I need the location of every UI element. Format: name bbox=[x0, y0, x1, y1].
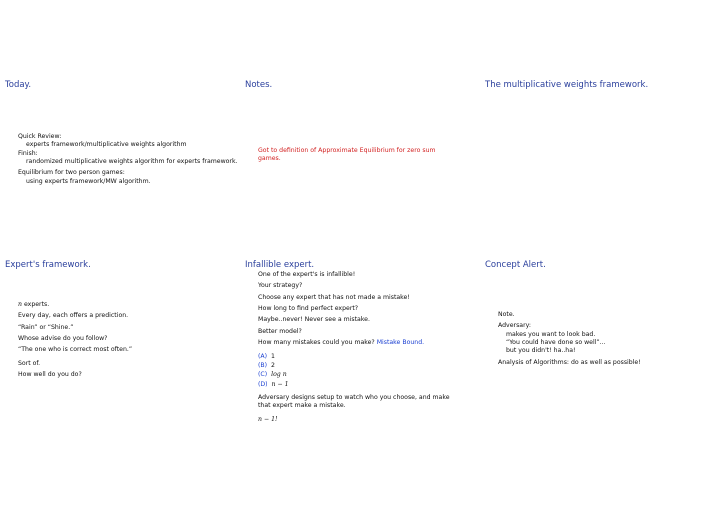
text-line: How long to find perfect expert? bbox=[258, 305, 359, 313]
text-line: but you didn't! ha..ha! bbox=[506, 347, 576, 355]
slide-body bbox=[498, 311, 720, 367]
slide-body bbox=[258, 147, 481, 164]
slide-title: Today. bbox=[5, 80, 32, 90]
slide-body bbox=[18, 301, 241, 380]
text-line: Whose advise do you follow? bbox=[18, 335, 108, 343]
text-line: How well do you do? bbox=[18, 371, 82, 379]
text-line: How many mistakes could you make? Mistake Bound. bbox=[258, 339, 425, 347]
text-line: Sort of. bbox=[18, 359, 41, 367]
answer-options bbox=[258, 353, 481, 389]
option-c: (C) log n bbox=[258, 371, 287, 379]
slide-concept-alert bbox=[485, 260, 720, 440]
slide-notes bbox=[245, 80, 481, 260]
slide-infallible-expert bbox=[245, 260, 481, 440]
slide-mw-framework bbox=[485, 80, 720, 260]
slide-body bbox=[18, 133, 241, 186]
option-b: (B) 2 bbox=[258, 361, 275, 369]
mistake-bound-term: Mistake Bound. bbox=[376, 339, 425, 347]
slide-title: The multiplicative weights framework. bbox=[485, 80, 649, 90]
math-n: n bbox=[18, 301, 22, 308]
text-line: Note. bbox=[498, 311, 515, 318]
option-a: (A) 1 bbox=[258, 352, 275, 360]
slide-title: Concept Alert. bbox=[485, 260, 546, 270]
text-line: makes you want to look bad. bbox=[506, 330, 596, 338]
text-line: Adversary designs setup to watch who you choose, and make bbox=[258, 393, 450, 401]
text-line: n experts. bbox=[18, 301, 50, 308]
text-line: Every day, each offers a prediction. bbox=[18, 312, 129, 320]
text-line: games. bbox=[258, 155, 281, 163]
text-line: “You could have done so well”... bbox=[506, 339, 606, 347]
text-line: “The one who is correct most often.” bbox=[18, 346, 133, 354]
slide-title: Infallible expert. bbox=[245, 260, 315, 270]
text-line: Equilibrium for two person games: bbox=[18, 169, 125, 177]
text-line: Your strategy? bbox=[258, 282, 303, 290]
answer-text: n − 1! bbox=[258, 415, 278, 423]
text-line: Quick Review: bbox=[18, 133, 62, 140]
slide-experts-framework bbox=[5, 260, 241, 440]
text-line: Maybe..never! Never see a mistake. bbox=[258, 316, 370, 324]
text-line: experts framework/multiplicative weights algorithm bbox=[26, 141, 187, 149]
text-line: Got to definition of Approximate Equilibrium for zero sum bbox=[258, 147, 436, 154]
slide-title: Expert's framework. bbox=[5, 260, 91, 270]
text-line: Better model? bbox=[258, 327, 302, 335]
slide-body bbox=[258, 271, 481, 424]
text-line: One of the expert's is infallible! bbox=[258, 271, 356, 278]
text-line: “Rain” or “Shine.” bbox=[18, 323, 74, 331]
slide-today bbox=[5, 80, 241, 260]
text-line: randomized multiplicative weights algorithm for experts framework. bbox=[26, 158, 238, 166]
text-line: Finish: bbox=[18, 149, 38, 157]
slide-title: Notes. bbox=[245, 80, 273, 90]
text-line: using experts framework/MW algorithm. bbox=[26, 177, 151, 185]
text-line: Analysis of Algorithms: do as well as possible! bbox=[498, 358, 641, 366]
text-line: Adversary: bbox=[498, 322, 531, 330]
option-d: (D) n − 1 bbox=[258, 380, 289, 388]
text-line: Choose any expert that has not made a mistake! bbox=[258, 293, 410, 301]
text-line: that expert make a mistake. bbox=[258, 402, 346, 410]
